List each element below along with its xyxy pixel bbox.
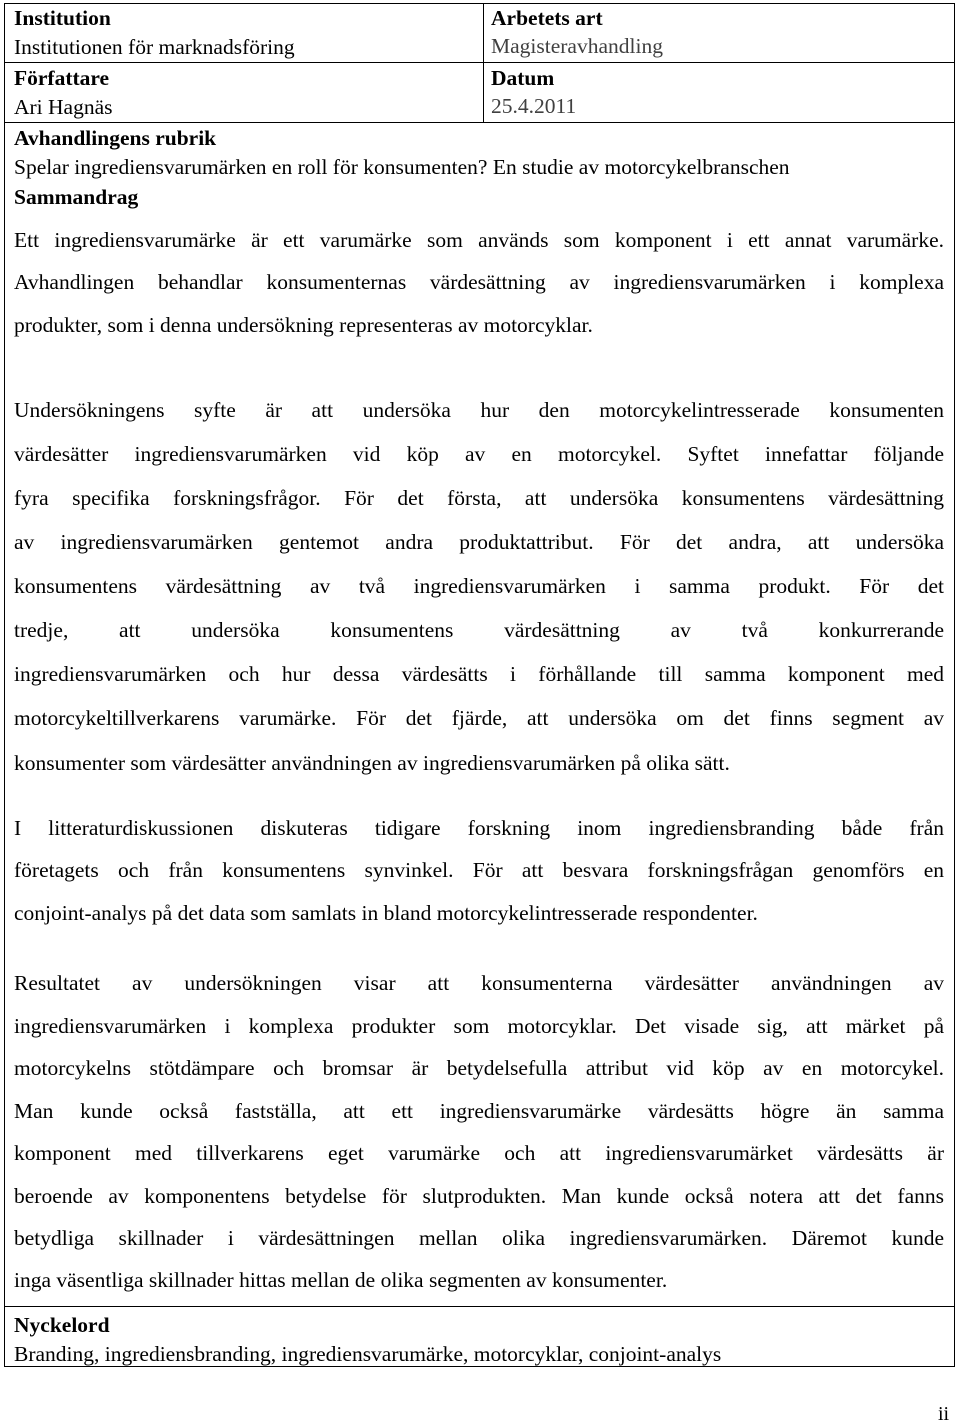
summary-p2-line: Undersökningens syfte är att undersöka hur den motorcykelintresserade konsumenten	[14, 398, 944, 422]
summary-p3-line: I litteraturdiskussionen diskuteras tidigare forskning inom ingrediensbranding både från	[14, 816, 944, 840]
summary-p4-line: beroende av komponentens betydelse för slutprodukten. Man kunde också notera att det fanns	[14, 1184, 944, 1208]
summary-p2-line: konsumentens värdesättning av två ingrediensvarumärken i samma produkt. För det	[14, 574, 944, 598]
work-type-value: Magisteravhandling	[491, 34, 663, 58]
institution-label: Institution	[14, 6, 111, 30]
header-row-divider-1	[4, 62, 955, 63]
author-label: Författare	[14, 66, 110, 90]
date-value: 25.4.2011	[491, 94, 577, 118]
work-type-label: Arbetets art	[491, 6, 603, 30]
summary-p1-line: Avhandlingen behandlar konsumenternas värdesättning av ingrediensvarumärken i komplexa	[14, 270, 944, 294]
summary-p2-line: fyra specifika forskningsfrågor. För det första, att undersöka konsumentens värdesättning	[14, 486, 944, 510]
summary-p2-line: värdesätter ingrediensvarumärken vid köp av en motorcykel. Syftet innefattar följande	[14, 442, 944, 466]
summary-p2-line: av ingrediensvarumärken gentemot andra produktattribut. För det andra, att undersöka	[14, 530, 944, 554]
summary-p2-line: tredje, att undersöka konsumentens värdesättning av två konkurrerande	[14, 618, 944, 642]
author-value: Ari Hagnäs	[14, 95, 113, 119]
keywords-divider	[4, 1306, 955, 1307]
summary-p4-line: motorcykelns stötdämpare och bromsar är betydelsefulla attribut vid köp av en motorcykel.	[14, 1056, 944, 1080]
summary-p2-line: ingrediensvarumärken och hur dessa värdesätts i förhållande till samma komponent med	[14, 662, 944, 686]
summary-p2-line: motorcykeltillverkarens varumärke. För det fjärde, att undersöka om det finns segment av	[14, 706, 944, 730]
page-number: ii	[938, 1403, 950, 1425]
header-row-divider-2	[4, 122, 955, 123]
summary-p4-line: ingrediensvarumärken i komplexa produkter som motorcyklar. Det visade sig, att märket på	[14, 1014, 944, 1038]
institution-value: Institutionen för marknadsföring	[14, 35, 295, 59]
date-label: Datum	[491, 66, 555, 90]
summary-p3-line: conjoint-analys på det data som samlats in bland motorcykelintresserade respondenter.	[14, 901, 758, 925]
summary-p4-line: Man kunde också fastställa, att ett ingrediensvarumärke värdesätts högre än samma	[14, 1099, 944, 1123]
summary-p1-line: Ett ingrediensvarumärke är ett varumärke som används som komponent i ett annat varumärke.	[14, 228, 944, 252]
summary-p4-line: komponent med tillverkarens eget varumärke och att ingrediensvarumärket värdesätts är	[14, 1141, 944, 1165]
summary-label: Sammandrag	[14, 185, 139, 209]
thesis-title-value: Spelar ingrediensvarumärken en roll för konsumenten? En studie av motorcykelbranschen	[14, 155, 790, 179]
summary-p3-line: företagets och från konsumentens synvinkel. För att besvara forskningsfrågan genomförs en	[14, 858, 944, 882]
keywords-label: Nyckelord	[14, 1313, 110, 1337]
summary-p1-line: produkter, som i denna undersökning representeras av motorcyklar.	[14, 313, 593, 337]
summary-p4-line: betydliga skillnader i värdesättningen mellan olika ingrediensvarumärken. Däremot kunde	[14, 1226, 944, 1250]
summary-p2-line: konsumenter som värdesätter användningen av ingrediensvarumärken på olika sätt.	[14, 751, 730, 775]
thesis-title-label: Avhandlingens rubrik	[14, 126, 217, 150]
summary-p4-line: inga väsentliga skillnader hittas mellan de olika segmenten av konsumenter.	[14, 1268, 668, 1292]
summary-p4-line: Resultatet av undersökningen visar att konsumenterna värdesätter användningen av	[14, 971, 944, 995]
keywords-value: Branding, ingrediensbranding, ingrediensvarumärke, motorcyklar, conjoint-analys	[14, 1342, 722, 1366]
